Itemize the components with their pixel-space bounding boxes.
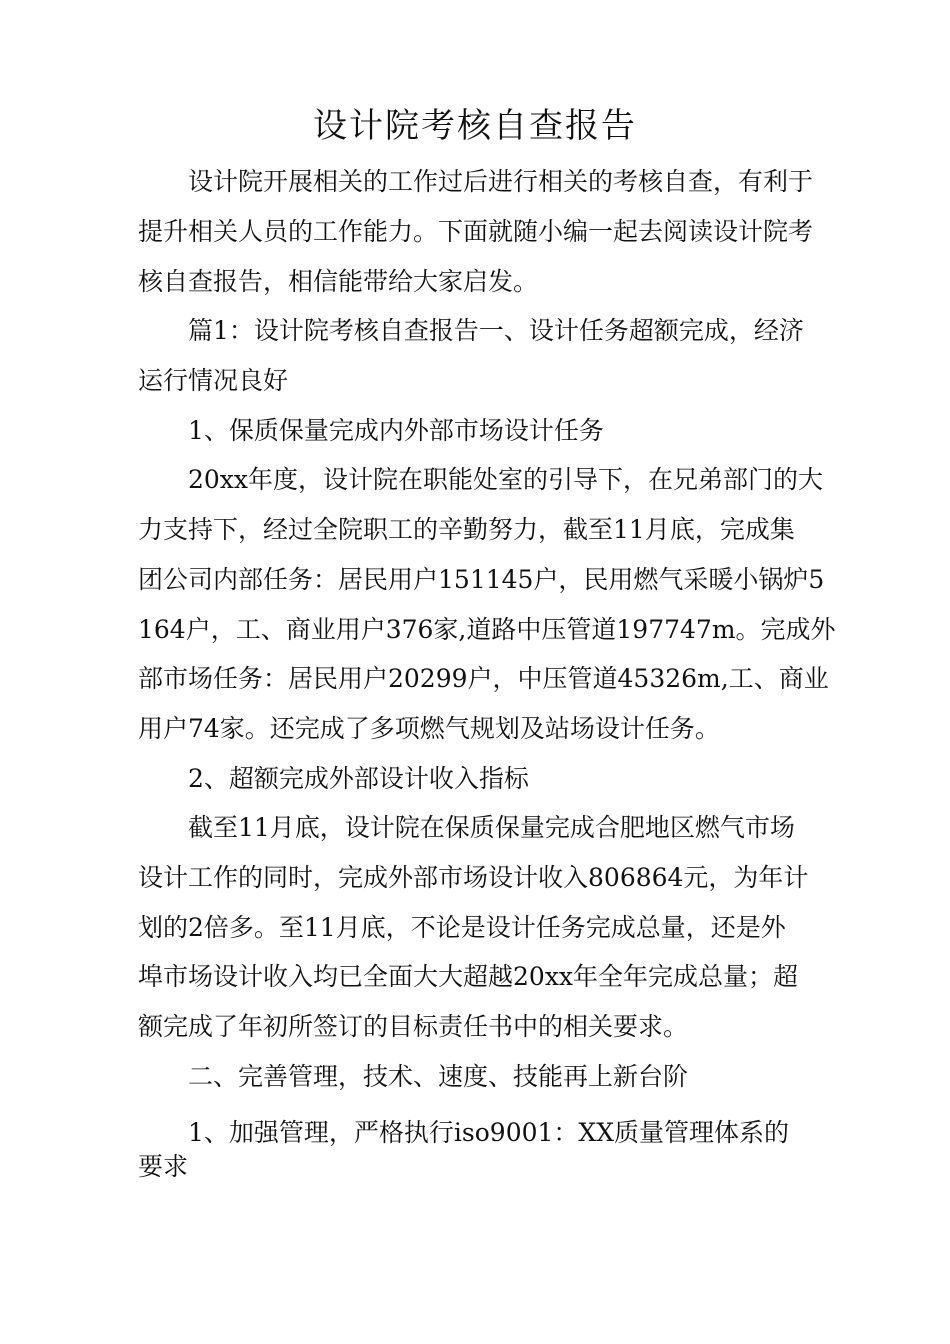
- paragraph-line: 用户74家。还完成了多项燃气规划及站场设计任务。: [138, 714, 720, 743]
- paragraph-line: 设计院开展相关的工作过后进行相关的考核自查，有利于: [188, 167, 814, 196]
- document-title: 设计院考核自查报告: [313, 106, 637, 146]
- paragraph-line: 提升相关人员的工作能力。下面就随小编一起去阅读设计院考: [138, 217, 814, 246]
- section-heading: 2、超额完成外部设计收入指标: [188, 764, 529, 793]
- paragraph-line: 力支持下，经过全院职工的辛勤努力，截至11月底，完成集: [138, 515, 795, 544]
- paragraph-line: 划的2倍多。至11月底，不论是设计任务完成总量，还是外: [138, 913, 786, 942]
- paragraph-line: 20xx年度，设计院在职能处室的引导下，在兄弟部门的大: [188, 465, 824, 494]
- paragraph-line: 1、加强管理，严格执行iso9001：XX质量管理体系的: [188, 1118, 790, 1147]
- paragraph-line: 运行情况良好: [138, 366, 289, 395]
- paragraph-line: 埠市场设计收入均已全面大大超越20xx年全年完成总量；超: [138, 962, 799, 991]
- paragraph-line: 篇1：设计院考核自查报告一、设计任务超额完成，经济: [188, 316, 804, 345]
- paragraph-line: 要求: [138, 1152, 189, 1181]
- paragraph-line: 164户，工、商业用户376家,道路中压管道197747m。完成外: [138, 615, 836, 644]
- paragraph-line: 设计工作的同时，完成外部市场设计收入806864元，为年计: [138, 863, 809, 892]
- paragraph-line: 核自查报告，相信能带给大家启发。: [138, 267, 539, 296]
- paragraph-line: 额完成了年初所签订的目标责任书中的相关要求。: [138, 1012, 689, 1041]
- paragraph-line: 截至11月底，设计院在保质保量完成合肥地区燃气市场: [188, 813, 795, 842]
- section-heading: 1、保质保量完成内外部市场设计任务: [188, 416, 604, 445]
- paragraph-line: 团公司内部任务：居民用户151145户，民用燃气采暖小锅炉5: [138, 565, 825, 594]
- paragraph-line: 部市场任务：居民用户20299户，中压管道45326m,工、商业: [138, 664, 829, 693]
- section-heading: 二、完善管理，技术、速度、技能再上新台阶: [188, 1062, 689, 1091]
